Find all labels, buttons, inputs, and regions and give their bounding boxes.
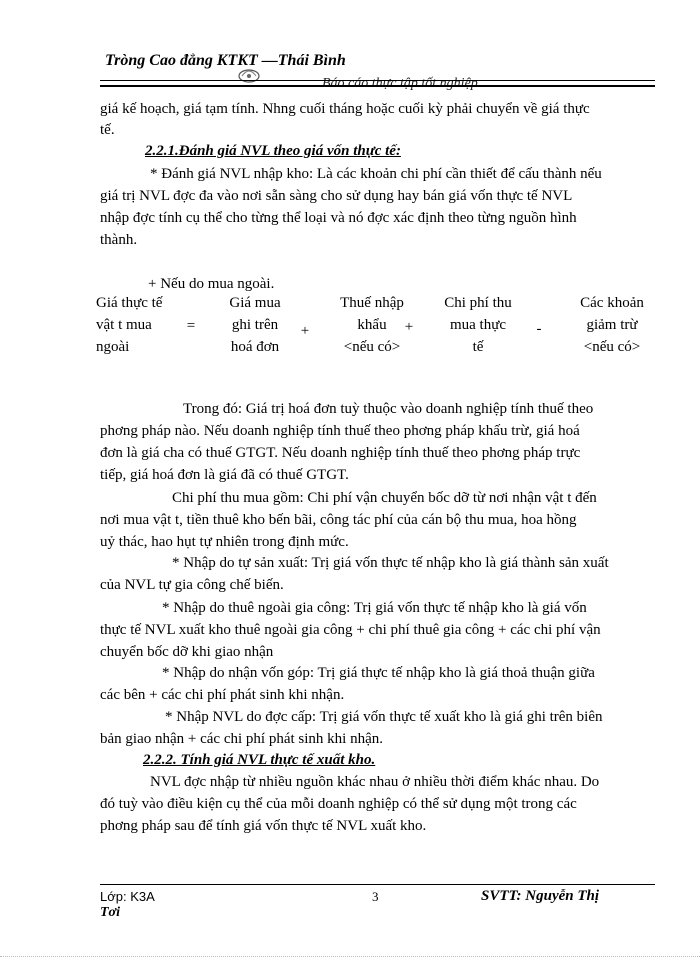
paragraph-line: nơi mua vật t, tiền thuê kho bến bãi, công tác phí của cán bộ thu mua, hoa hồng [100, 512, 577, 528]
paragraph-line: của NVL tự gia công chế biến. [100, 577, 284, 593]
school-logo-icon [234, 64, 264, 86]
paragraph-line: thực tế NVL xuất kho thuê ngoài gia công + chi phí thuê gia công + các chi phí vận [100, 622, 601, 638]
paragraph-line: * Nhập do thuê ngoài gia công: Trị giá vốn thực tế nhập kho là giá vốn [162, 600, 587, 616]
paragraph-line: * Nhập do tự sản xuất: Trị giá vốn thực tế nhập kho là giá thành sản xuất [172, 555, 609, 571]
formula-op-plus: + [300, 323, 310, 339]
header-report-title: Báo cáo thực tập tốt nghiệp [322, 76, 478, 91]
footer-rule [100, 884, 655, 885]
footer-page-number: 3 [372, 889, 379, 904]
paragraph-line: uỷ thác, hao hụt tự nhiên trong định mức. [100, 534, 349, 550]
formula-term-purchase-cost: Chi phí thu mua thực tế [444, 295, 512, 355]
paragraph-line: thành. [100, 232, 138, 248]
paragraph-line: đó tuỳ vào điều kiện cụ thể của mỗi doanh nghiệp có thể sử dụng một trong các [100, 796, 577, 812]
paragraph-line: * Nhập do nhận vốn góp: Trị giá thực tế nhập kho là giá thoả thuận giữa [162, 665, 595, 681]
paragraph-line: Chi phí thu mua gồm: Chi phí vận chuyển bốc dỡ từ nơi nhận vật t đến [172, 490, 597, 506]
header-school: Tròng Cao đẳng KTKT —Thái Bình [105, 52, 346, 69]
section-title-2-2-2: 2.2.2. Tính giá NVL thực tế xuất kho. [143, 752, 376, 768]
body-line: tế. [100, 122, 115, 138]
paragraph-line: * Đánh giá NVL nhập kho: Là các khoản chi phí cần thiết để cấu thành nếu [150, 166, 602, 182]
purchase-case-label: + Nếu do mua ngoài. [148, 276, 275, 292]
paragraph-line: đơn là giá cha có thuế GTGT. Nếu doanh nghiệp tính thuế theo phơng pháp trực [100, 445, 581, 461]
header-rule-thick [100, 85, 655, 87]
section-title-2-2-1: 2.2.1.Đánh giá NVL theo giá vốn thực tế: [145, 143, 401, 159]
footer-class: Lớp: K3A [100, 889, 155, 904]
formula-term-purchase-price: Giá mua ghi trên hoá đơn [229, 295, 281, 355]
formula-term-import-tax: Thuế nhập khẩu <nếu có> [340, 295, 404, 355]
paragraph-line: nhập đợc tính cụ thể cho từng thể loại và nó đợc xác định theo từng nguồn hình [100, 210, 577, 226]
formula-term-deductions: Các khoản giảm trừ <nếu có> [580, 295, 644, 355]
formula-term-actual-price: Giá thực tế vật t mua ngoài [96, 295, 163, 355]
formula-op-minus: - [536, 321, 542, 337]
paragraph-line: phơng pháp nào. Nếu doanh nghiệp tính thuế theo phơng pháp khấu trừ, giá hoá [100, 423, 580, 439]
paragraph-line: * Nhập NVL do đợc cấp: Trị giá vốn thực tế xuất kho là giá ghi trên biên [165, 709, 603, 725]
paragraph-line: giá trị NVL đợc đa vào nơi sẵn sàng cho sử dụng hay bán giá vốn thực tế NVL [100, 188, 573, 204]
body-line: giá kế hoạch, giá tạm tính. Nhng cuối tháng hoặc cuối kỳ phải chuyển về giá thực [100, 101, 590, 117]
header-rule [100, 80, 655, 81]
paragraph-line: phơng pháp sau để tính giá vốn thực tế NVL xuất kho. [100, 818, 427, 834]
formula-op-plus: + [404, 319, 414, 335]
footer-student-name: SVTT: Nguyễn Thị [481, 888, 600, 904]
formula-op-equals: = [186, 318, 196, 334]
paragraph-line: NVL đợc nhập từ nhiều nguồn khác nhau ở nhiều thời điểm khác nhau. Do [150, 774, 600, 790]
paragraph-line: bản giao nhận + các chi phí phát sinh khi nhận. [100, 731, 383, 747]
page-bottom-border [0, 956, 700, 957]
paragraph-line: chuyển bốc dỡ khi giao nhận [100, 644, 274, 660]
paragraph-line: Trong đó: Giá trị hoá đơn tuỳ thuộc vào doanh nghiệp tính thuế theo [183, 401, 594, 417]
footer-student-name-cont: Tơi [100, 905, 120, 920]
paragraph-line: các bên + các chi phí phát sinh khi nhận. [100, 687, 345, 703]
paragraph-line: tiếp, giá hoá đơn là giá đã có thuế GTGT. [100, 467, 349, 483]
